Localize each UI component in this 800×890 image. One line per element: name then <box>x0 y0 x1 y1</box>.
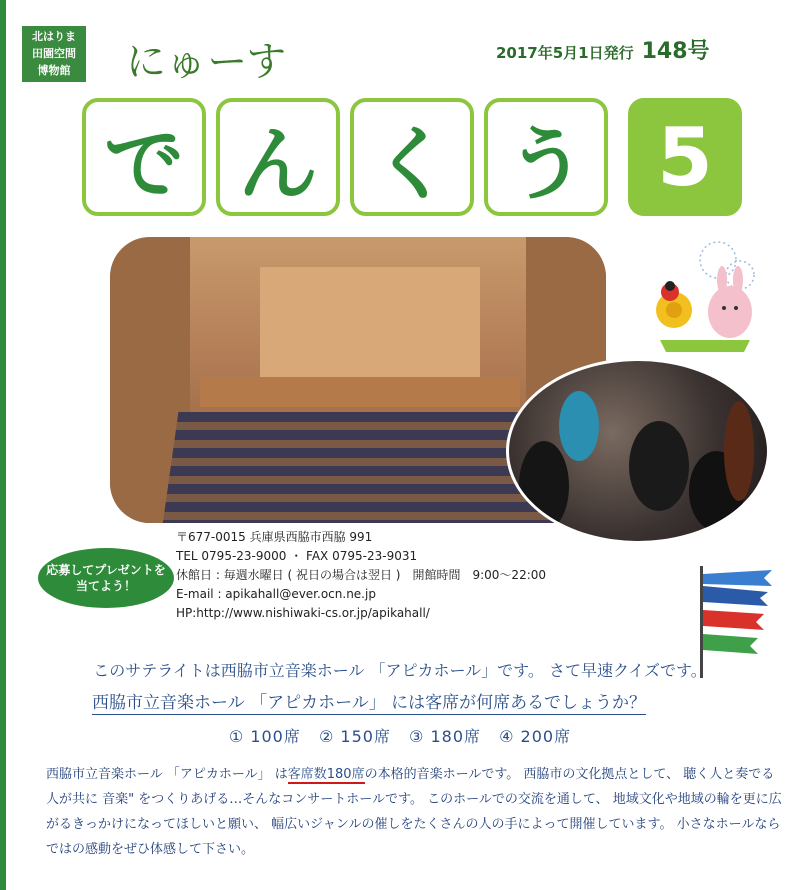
email-address[interactable]: E-mail : apikahall@ever.ocn.ne.jp <box>176 587 376 601</box>
phone-fax: TEL 0795-23-9000 ・ FAX 0795-23-9031 <box>176 549 418 563</box>
month-tile: 5 <box>628 98 742 216</box>
issue-info <box>496 34 710 65</box>
title-tile-3: く <box>350 98 474 216</box>
title-tile-1: で <box>82 98 206 216</box>
logo-line: 北はりま <box>32 30 76 43</box>
hall-stage <box>260 267 480 387</box>
bubble-line-1: 応募してプレゼントを <box>46 563 166 577</box>
quiz-question: 西脇市立音楽ホール 「アピカホール」 には客席が何席あるでしょうか？ <box>92 688 646 715</box>
quiz-options <box>0 724 800 747</box>
left-border <box>0 0 6 890</box>
seat-count-highlight: 客席数180席 <box>287 767 365 782</box>
quiz-option-1: ① 100席 <box>228 727 301 746</box>
homepage-url[interactable]: HP:http://www.nishiwaki-cs.or.jp/apikahall/ <box>176 606 430 620</box>
quartet-photo <box>506 358 770 544</box>
opening-hours: 休館日 : 毎週水曜日 ( 祝日の場合は翌日 ) 開館時間 9:00～22:00 <box>176 568 547 582</box>
bubble-line-2: 当てよう！ <box>75 579 136 593</box>
title-tile-2: ん <box>216 98 340 216</box>
logo-line: 田園空間 <box>32 47 76 60</box>
museum-logo <box>22 26 86 82</box>
quiz-option-2: ② 150席 <box>318 727 391 746</box>
issue-date: 2017年5月1日発行 <box>496 44 634 62</box>
quiz-intro: このサテライトは西脇市立音楽ホール 「アピカホール」です。 さて早速クイズです。 <box>93 661 707 680</box>
news-label: にゅーす <box>126 39 288 85</box>
quiz-option-4: ④ 200席 <box>499 727 572 746</box>
hall-stage-floor <box>200 377 520 407</box>
logo-line: 博物館 <box>37 64 71 77</box>
quiz-option-3: ③ 180席 <box>409 727 482 746</box>
prize-bubble <box>38 548 174 608</box>
dandelion-rabbit-illustration <box>640 240 770 360</box>
contact-block <box>176 528 546 623</box>
player-bass <box>724 401 754 501</box>
player-pianist <box>559 391 599 461</box>
player-violist <box>629 421 689 511</box>
postal-address: 〒677-0015 兵庫県西脇市西脇 991 <box>176 530 373 544</box>
description-part-1: 西脇市立音楽ホール 「アピカホール」 は <box>46 767 288 782</box>
player-violinist <box>519 441 569 531</box>
issue-number: 148号 <box>641 39 710 64</box>
title-tile-4: う <box>484 98 608 216</box>
description-paragraph <box>46 762 786 862</box>
description-part-2: の本格的音楽ホールです。 西脇市の文化拠点として、 聴く人と奏でる人が共に 音楽" をつくりあげる…そんなコンサートホールです。 このホールでの交流を通して、 地域文化や地域の輪を更に広がるきっかけになってほしいと願い、 幅広いジャンルの催しをたくさんの人の手によって開催しています。 小さなホールならではの感動をぜひ体感して下さい。 <box>46 767 782 857</box>
